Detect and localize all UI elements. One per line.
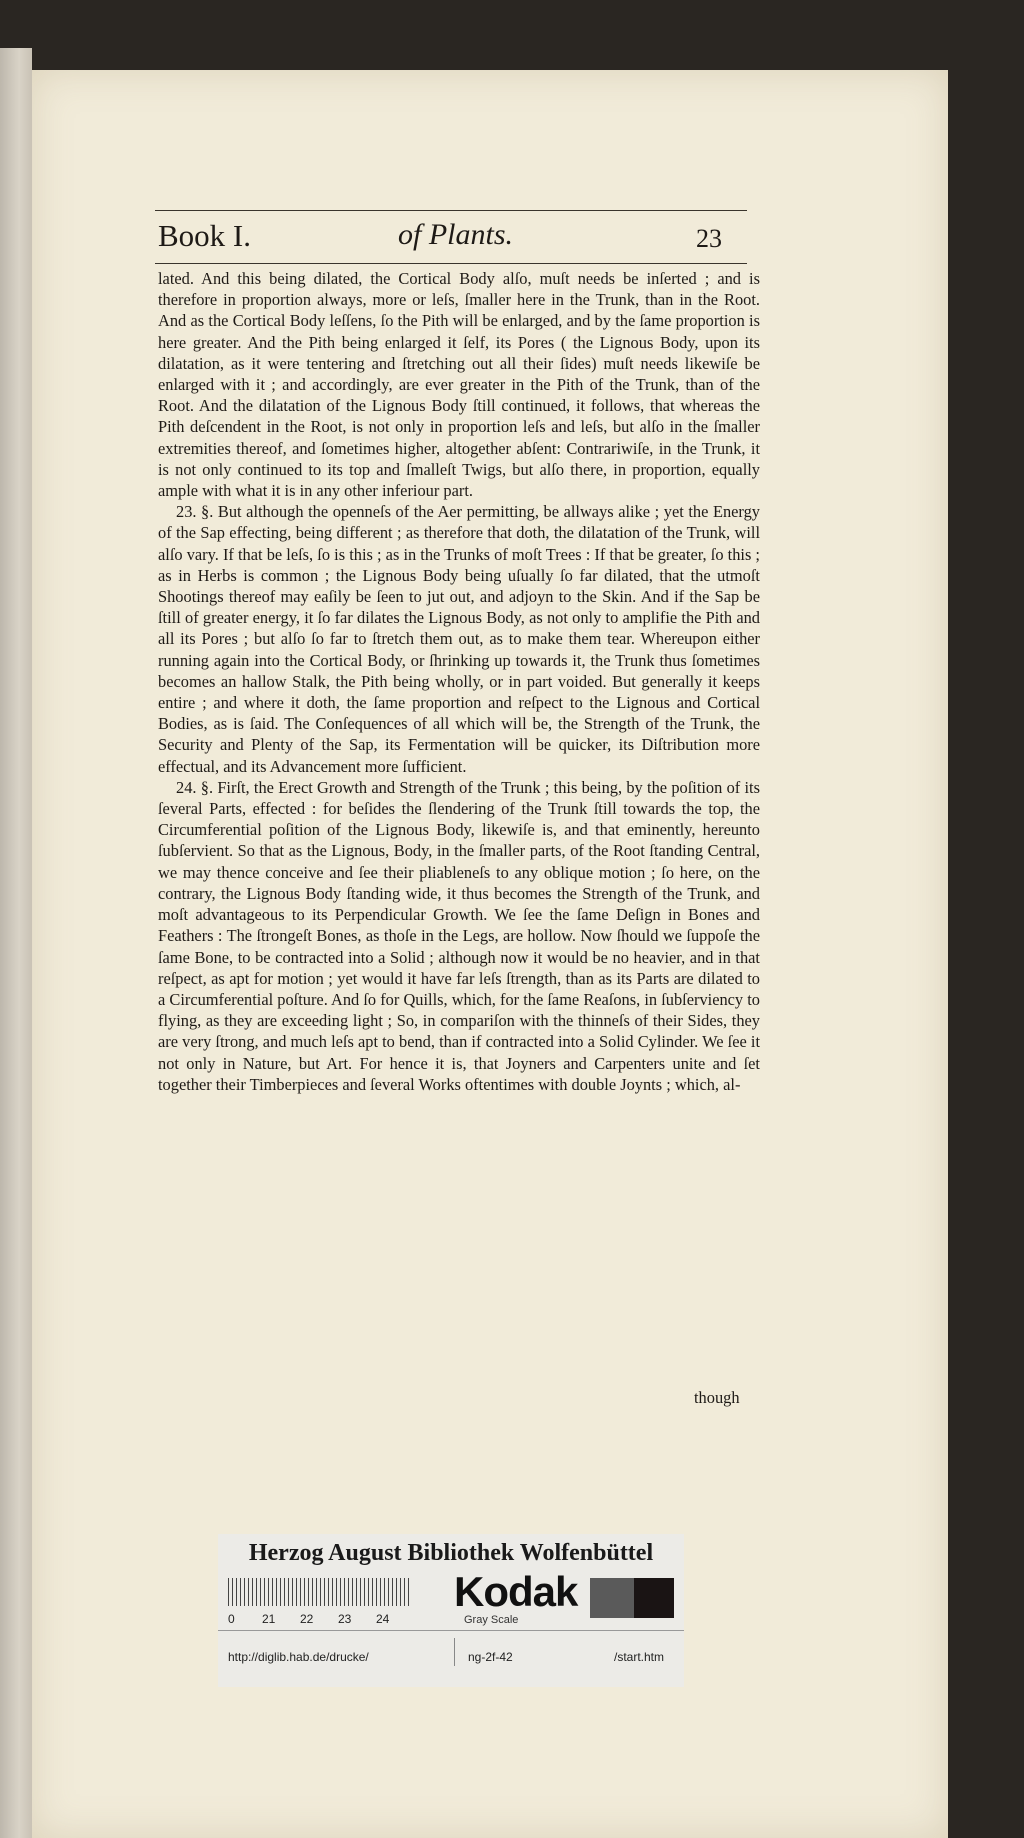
paragraph-3: 24. §. Firſt, the Erect Growth and Strength of the Trunk ; this being, by the poſition of its ſeveral Parts, effected : for beſides the ſlendering of the Trunk ſtill towards the top, the Circumferential poſition of the Lignous Body, likewiſe is, and that eminently, hereunto ſubſervient. So that as the Lignous, Body, in the ſmaller parts, of the Root ſtanding Central, we may thence conceive and ſee their pliableneſs to any oblique motion ; ſo here, on the contrary, the Lignous Body ſtanding wide, it thus becomes the Strength of the Trunk, and moſt advantageous to its Perpendicular Growth. We ſee the ſame Deſign in Bones and Feathers : The ſtrongeſt Bones, as thoſe in the Legs, are hollow. Now ſhould we ſuppoſe the ſame Bone, to be contracted into a Solid ; although now it would be no heavier, and in that reſpect, as apt for motion ; yet would it have far leſs ſtrength, than as its Parts are dilated to a Circumferential poſture. And ſo for Quills, which, for the ſame Reaſons, in ſubſerviency to flying, as they are exceeding light ; So, in compariſon with the thinneſs of their Sides, they are very ſtrong, and much leſs apt to bend, than if contracted into a Solid Cylinder. We ſee it not only in Nature, but Art. For hence it is, that Joyners and Carpenters unite and ſet together their Timberpieces and ſeveral Works oftentimes with double Joynts ; which, al- xyxy=(158,777,760,1094)
ruler-number: 23 xyxy=(338,1612,352,1626)
left-page-edge xyxy=(0,48,32,1838)
kodak-logo: Kodak xyxy=(454,1568,578,1615)
running-head-book: Book I. xyxy=(158,218,251,253)
paragraph-1: lated. And this being dilated, the Cortical Body alſo, muſt needs be inſerted ; and is therefore in proportion always, more or leſs, ſmaller here in the Trunk, than in the Root. And as the Cortical Body leſſens, ſo the Pith will be enlarged, and by the ſame proportion is here greater. And the Pith being enlarged it ſelf, its Pores ( the Lignous Body, upon its dilatation, as it were tentering and ſtretching out all their ſides) muſt needs likewiſe be enlarged with it ; and accordingly, are ever greater in the Pith of the Trunk, than of the Root. And the dilatation of the Lignous Body ſtill continued, it follows, that whereas the Pith deſcendent in the Root, is not only in proportion leſs and leſs, but alſo in the ſmaller extremities thereof, and ſometimes higher, altogether abſent: Contrariwiſe, in the Trunk, it is not only continued to its top and ſmalleſt Twigs, but alſo there, in proportion, equally ample with what it is in any other inferiour part. xyxy=(158,269,760,501)
library-name: Herzog August Bibliothek Wolfenbüttel xyxy=(248,1540,654,1566)
body-text xyxy=(158,268,760,1095)
ruler-number: 24 xyxy=(376,1612,390,1626)
library-color-card xyxy=(218,1534,684,1687)
header-rule-top xyxy=(155,210,747,211)
paragraph-2: 23. §. But although the openneſs of the Aer permitting, be allways alike ; yet the Energy of the Sap effecting, being different ; as therefore that doth, the dilatation of the Trunk, will alſo vary. If that be leſs, ſo is this ; as in the Trunks of moſt Trees : If that be greater, ſo this ; as in Herbs is common ; the Lignous Body being uſually ſo far dilated, that the utmoſt Shootings thereof may eaſily be ſeen to jut out, and adjoyn to the Skin. And if the Sap be ſtill of greater energy, it ſo far dilates the Lignous Body, as not only to amplifie the Pith and all its Pores ; but alſo ſo far to ſtretch them out, as to make them tear. Whereupon either running again into the Cortical Body, or ſhrinking up towards it, the Trunk thus ſometimes becomes an hallow Stalk, the Pith being wholly, or in part voided. But generally it keeps entire ; and where it doth, the ſame proportion and reſpect to the Lignous and Cortical Bodies, as is ſaid. The Conſequences of all which will be, the Strength of the Trunk, the Security and Plenty of the Sap, its Fermentation will be quicker, its Diſtribution more effectual, and its Advancement more ſufficient. xyxy=(158,502,760,776)
catchword: though xyxy=(694,1388,740,1407)
card-signature: ng-2f-42 xyxy=(468,1650,513,1664)
card-divider xyxy=(218,1630,684,1631)
card-file: /start.htm xyxy=(614,1650,665,1664)
ruler-scale xyxy=(228,1578,410,1606)
ruler-number: 22 xyxy=(300,1612,314,1626)
ruler-number: 0 xyxy=(228,1612,235,1626)
footer-separator xyxy=(454,1638,455,1666)
ruler-number: 21 xyxy=(262,1612,276,1626)
header-rule-bottom xyxy=(155,263,747,264)
running-head-title: of Plants. xyxy=(398,218,514,251)
gray-patch xyxy=(590,1578,634,1618)
black-patch xyxy=(634,1578,674,1618)
card-url: http://diglib.hab.de/drucke/ xyxy=(228,1650,369,1664)
gray-scale-label: Gray Scale xyxy=(464,1614,519,1626)
page-number: 23 xyxy=(696,224,722,253)
